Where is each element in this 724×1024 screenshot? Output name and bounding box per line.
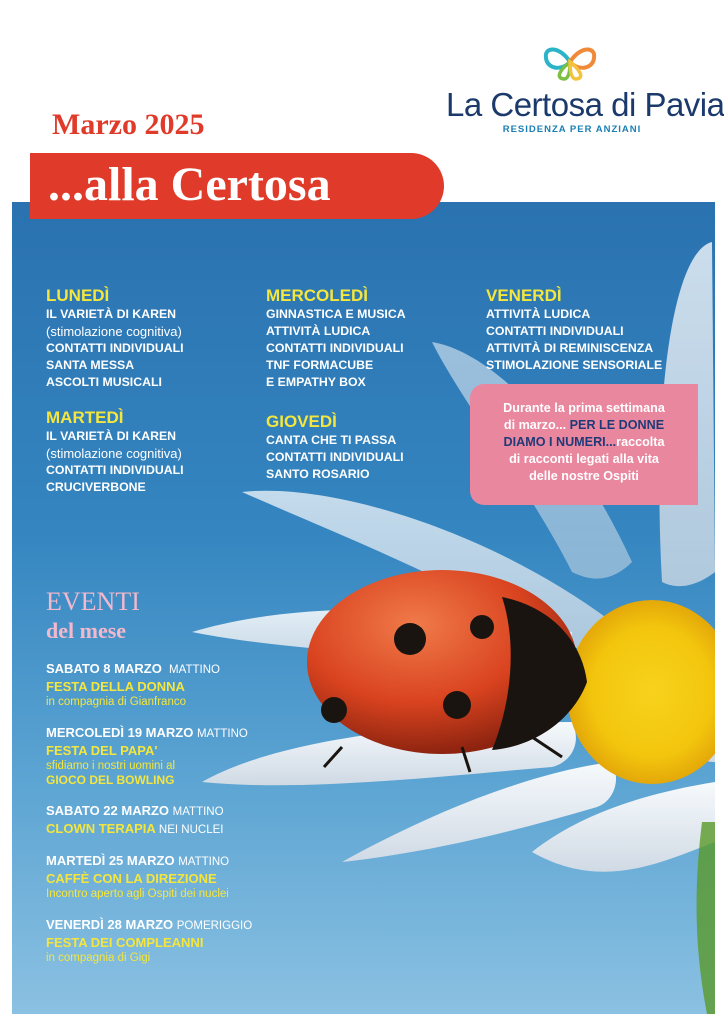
day-friday bbox=[486, 286, 662, 374]
activity-item: TNF FORMACUBE bbox=[266, 358, 374, 372]
callout-line bbox=[478, 434, 690, 451]
callout-text: di marzo... bbox=[503, 418, 570, 432]
callout-line bbox=[478, 417, 690, 434]
callout-line: di racconti legati alla vita bbox=[509, 452, 659, 466]
page-title: ...alla Certosa bbox=[48, 158, 331, 211]
event-date-text: SABATO 8 MARZO bbox=[46, 661, 162, 676]
activity-item: ATTIVITÀ LUDICA bbox=[486, 307, 591, 321]
event-note: sfidiamo i nostri uomini al bbox=[46, 760, 176, 772]
day-heading: GIOVEDÌ bbox=[266, 412, 337, 431]
day-heading: LUNEDÌ bbox=[46, 286, 110, 305]
logo-subtitle: RESIDENZA PER ANZIANI bbox=[502, 124, 642, 135]
callout-highlight: DIAMO I NUMERI... bbox=[503, 435, 617, 449]
event-name: CAFFÈ CON LA DIREZIONE bbox=[46, 871, 217, 886]
day-wednesday bbox=[266, 286, 406, 391]
activity-item: CONTATTI INDIVIDUALI bbox=[266, 341, 404, 355]
day-monday bbox=[46, 286, 184, 391]
events-heading bbox=[46, 588, 140, 646]
activity-item: SANTA MESSA bbox=[46, 358, 135, 372]
event-date bbox=[46, 724, 248, 743]
event-name: FESTA DEL PAPA' bbox=[46, 743, 158, 758]
activity-item: IL VARIETÀ DI KAREN bbox=[46, 429, 177, 443]
event-date bbox=[46, 660, 220, 679]
event-time: POMERIGGIO bbox=[176, 920, 253, 932]
callout-text: raccolta bbox=[616, 435, 665, 449]
activity-item: (stimolazione cognitiva) bbox=[46, 324, 182, 339]
activity-item: SANTO ROSARIO bbox=[266, 467, 370, 481]
activity-item: CONTATTI INDIVIDUALI bbox=[46, 341, 184, 355]
special-callout bbox=[470, 384, 698, 505]
event-date bbox=[46, 802, 224, 821]
event-item bbox=[46, 852, 229, 901]
event-extra: GIOCO DEL BOWLING bbox=[46, 773, 175, 787]
event-time: MATTINO bbox=[178, 856, 230, 868]
events-heading-line1: EVENTI bbox=[46, 587, 140, 616]
activity-item: ATTIVITÀ DI REMINISCENZA bbox=[486, 341, 654, 355]
callout-highlight: PER LE DONNE bbox=[569, 418, 665, 432]
event-name bbox=[46, 821, 224, 838]
activity-item: CONTATTI INDIVIDUALI bbox=[46, 463, 184, 477]
activity-item: CANTA CHE TI PASSA bbox=[266, 433, 397, 447]
day-tuesday bbox=[46, 408, 184, 496]
activity-item: (stimolazione cognitiva) bbox=[46, 446, 182, 461]
event-name-suffix: NEI NUCLEI bbox=[158, 824, 224, 836]
logo-text: La Certosa di Pavia bbox=[446, 86, 724, 123]
event-note: in compagnia di Gianfranco bbox=[46, 696, 186, 708]
day-heading: MERCOLEDÌ bbox=[266, 286, 368, 305]
event-note: Incontro aperto agli Ospiti dei nuclei bbox=[46, 888, 229, 900]
month-title: Marzo 2025 bbox=[52, 108, 205, 141]
event-date-text: MARTEDÌ 25 MARZO bbox=[46, 853, 175, 868]
activity-item: STIMOLAZIONE SENSORIALE bbox=[486, 358, 663, 372]
callout-line: Durante la prima settimana bbox=[503, 401, 665, 415]
events-heading-line2: del mese bbox=[46, 618, 127, 643]
event-item bbox=[46, 802, 224, 838]
event-time: MATTINO bbox=[196, 728, 248, 740]
event-name: FESTA DELLA DONNA bbox=[46, 679, 185, 694]
event-date-text: MERCOLEDÌ 19 MARZO bbox=[46, 725, 194, 740]
activity-item: E EMPATHY BOX bbox=[266, 375, 366, 389]
event-item bbox=[46, 916, 252, 965]
activity-item: ASCOLTI MUSICALI bbox=[46, 375, 162, 389]
callout-line: delle nostre Ospiti bbox=[529, 469, 639, 483]
activity-item: IL VARIETÀ DI KAREN bbox=[46, 307, 177, 321]
day-heading: VENERDÌ bbox=[486, 286, 562, 305]
event-name: FESTA DEI COMPLEANNI bbox=[46, 935, 204, 950]
day-heading: MARTEDÌ bbox=[46, 408, 124, 427]
day-thursday bbox=[266, 412, 404, 483]
event-item bbox=[46, 724, 248, 788]
activity-item: CRUCIVERBONE bbox=[46, 480, 146, 494]
event-time: MATTINO bbox=[169, 664, 220, 676]
activity-item: GINNASTICA E MUSICA bbox=[266, 307, 406, 321]
activity-item: CONTATTI INDIVIDUALI bbox=[266, 450, 404, 464]
event-date bbox=[46, 916, 252, 935]
event-date-text: VENERDÌ 28 MARZO bbox=[46, 917, 174, 932]
event-date bbox=[46, 852, 229, 871]
event-item bbox=[46, 660, 220, 709]
event-date-text: SABATO 22 MARZO bbox=[46, 803, 170, 818]
activity-item: CONTATTI INDIVIDUALI bbox=[486, 324, 624, 338]
event-time: MATTINO bbox=[172, 806, 224, 818]
activity-item: ATTIVITÀ LUDICA bbox=[266, 324, 371, 338]
event-note: in compagnia di Gigi bbox=[46, 952, 151, 964]
event-name-text: CLOWN TERAPIA bbox=[46, 821, 156, 836]
